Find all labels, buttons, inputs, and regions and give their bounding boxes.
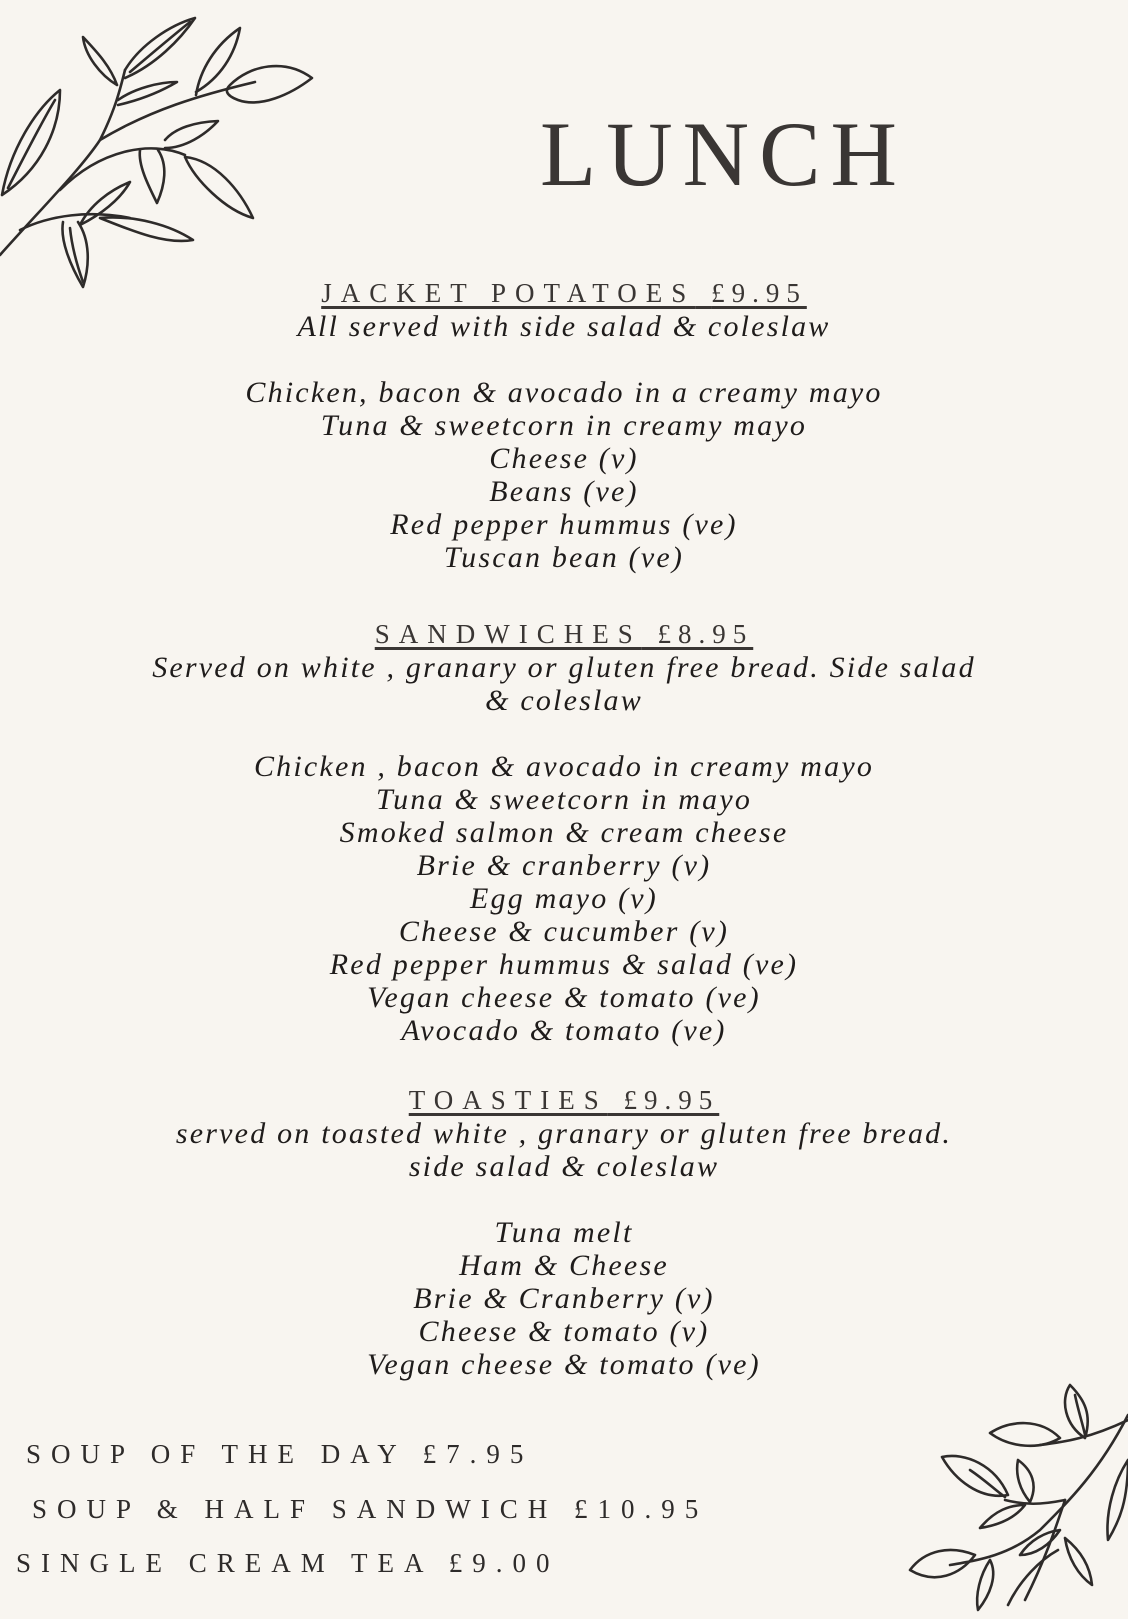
section-heading (375, 617, 754, 651)
menu-item: Vegan cheese & tomato (ve) (367, 1348, 761, 1381)
menu-item: Brie & cranberry (v) (416, 849, 712, 882)
menu-item: Beans (ve) (489, 475, 639, 508)
section-heading-label: TOASTIES (408, 1085, 608, 1115)
menu-item: Avocado & tomato (ve) (401, 1014, 727, 1047)
section-heading-label: SANDWICHES (374, 619, 642, 649)
menu-item: Tuna & sweetcorn in creamy mayo (320, 409, 808, 442)
item-list (0, 1216, 1128, 1381)
item-list (0, 750, 1128, 1047)
extra-item-soup-of-the-day (26, 1441, 533, 1468)
menu-item: Cheese & cucumber (v) (398, 915, 730, 948)
menu-item: Ham & Cheese (459, 1249, 669, 1282)
extra-item-price: £9.00 (448, 1548, 560, 1578)
section-subtitle: Served on white , granary or gluten free bread. Side salad (152, 651, 976, 684)
page-title: LUNCH (540, 103, 907, 205)
extra-item-label: SINGLE CREAM TEA (16, 1548, 433, 1578)
section-price: £9.95 (711, 278, 807, 308)
section-heading (321, 276, 807, 310)
menu-section-jacket-potatoes (0, 276, 1128, 574)
extra-item-label: SOUP & HALF SANDWICH (32, 1494, 558, 1524)
menu-item: Red pepper hummus & salad (ve) (329, 948, 799, 981)
extra-item-price: £7.95 (422, 1439, 534, 1469)
menu-item: Brie & Cranberry (v) (413, 1282, 715, 1315)
section-heading (409, 1083, 720, 1117)
menu-item: Tuscan bean (ve) (443, 541, 685, 574)
menu-item: Red pepper hummus (ve) (390, 508, 738, 541)
extra-item-single-cream-tea (16, 1550, 560, 1577)
item-list (0, 376, 1128, 574)
menu-item: Chicken, bacon & avocado in a creamy mayo (245, 376, 883, 409)
menu-item: Vegan cheese & tomato (ve) (367, 981, 761, 1014)
menu-item: Cheese (v) (489, 442, 639, 475)
extra-item-price: £10.95 (574, 1494, 709, 1524)
menu-item: Cheese & tomato (v) (418, 1315, 710, 1348)
section-heading-label: JACKET POTATOES (321, 278, 696, 308)
section-subtitle: All served with side salad & coleslaw (297, 310, 831, 343)
leaf-branch-icon (880, 1360, 1128, 1619)
menu-item: Egg mayo (v) (469, 882, 658, 915)
menu-item: Tuna melt (494, 1216, 634, 1249)
menu-item: Smoked salmon & cream cheese (339, 816, 789, 849)
section-subtitle: served on toasted white , granary or gluten free bread. (175, 1117, 953, 1150)
leaf-branch-icon (0, 0, 320, 290)
menu-item: Chicken , bacon & avocado in creamy mayo (253, 750, 875, 783)
menu-item: Tuna & sweetcorn in mayo (375, 783, 753, 816)
section-price: £8.95 (657, 619, 754, 649)
menu-section-sandwiches (0, 617, 1128, 1047)
section-price: £9.95 (623, 1085, 720, 1115)
section-subtitle: & coleslaw (485, 684, 643, 717)
menu-section-toasties (0, 1083, 1128, 1381)
extra-item-label: SOUP OF THE DAY (26, 1439, 406, 1469)
section-subtitle: side salad & coleslaw (408, 1150, 720, 1183)
extra-item-soup-half-sandwich (32, 1496, 708, 1523)
